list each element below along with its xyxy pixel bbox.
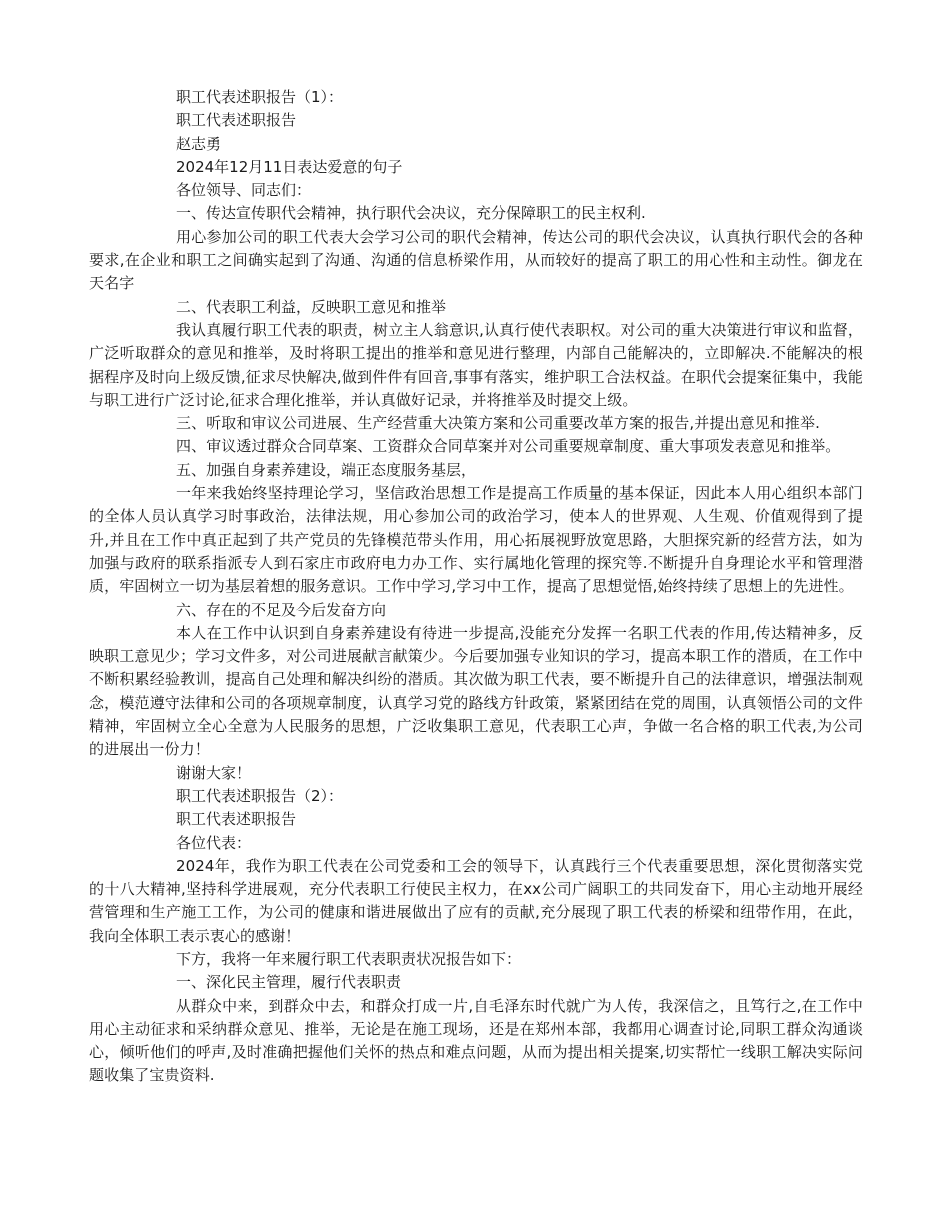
report2-heading: 职工代表述职报告（2）：: [176, 786, 344, 805]
report1-section3: 三、听取和审议公司进展、生产经营重大决策方案和公司重要改革方案的报告,并提出意见和推举.: [176, 414, 820, 433]
report1-title: 职工代表述职报告: [176, 111, 297, 130]
report1-heading: 职工代表述职报告（1）：: [176, 88, 344, 106]
report1-section6-title: 六、存在的不足及今后发奋方向: [176, 600, 387, 619]
report1-section1-body: 用心参加公司的职工代表大会学习公司的职代会精神，传达公司的职代会决议，认真执行职代会的各种要求,在企业和职工之间确实起到了沟通、沟通的信息桥梁作用，从而较好的提高了职工的用心性和主动性。御龙在天名字: [89, 227, 863, 293]
report1-section1-title: 一、传达宣传职代会精神，执行职代会决议，充分保障职工的民主权利.: [176, 204, 646, 223]
report1-thanks: 谢谢大家！: [176, 763, 252, 782]
report2-salutation: 各位代表：: [176, 833, 252, 852]
report1-salutation: 各位领导、同志们：: [176, 181, 312, 200]
report1-section5-title: 五、加强自身素养建设，端正态度服务基层，: [176, 460, 477, 479]
report1-date-line: 2024年12月11日表达爱意的句子: [176, 157, 403, 176]
report1-section4: 四、审议透过群众合同草案、工资群众合同草案并对公司重要规章制度、重大事项发表意见和推举。: [176, 437, 841, 456]
report1-section6-body: 本人在工作中认识到自身素养建设有待进一步提高,没能充分发挥一名职工代表的作用,传达精神多，反映职工意见少；学习文件多，对公司进展献言献策少。今后要加强专业知识的学习，提高本职工作的潜质，在工作中不断积累经验教训，提高自己处理和解决纠纷的潜质。其次做为职工代表，要不断提升自己的法律意识，增强法制观念，模范遵守法律和公司的各项规章制度，认真学习党的路线方针政策，紧紧团结在党的周围，认真领悟公司的文件精神，牢固树立全心全意为人民服务的思想，广泛收集职工意见，代表职工心声，争做一名合格的职工代表,为公司的进展出一份力！: [89, 623, 863, 759]
report1-section5-body: 一年来我始终坚持理论学习，坚信政治思想工作是提高工作质量的基本保证，因此本人用心组织本部门的全体人员认真学习时事政治，法律法规，用心参加公司的政治学习，使本人的世界观、人生观、价值观得到了提升,并且在工作中真正起到了共产党员的先锋模范带头作用，用心拓展视野放宽思路，大胆探究新的经营方法，如为加强与政府的联系指派专人到石家庄市政府电力办工作、实行属地化管理的探究等.不断提升自身理论水平和管理潜质，牢固树立一切为基层着想的服务意识。工作中学习,学习中工作，提高了思想觉悟,始终持续了思想上的先进性。: [89, 484, 863, 596]
report2-section1-title: 一、深化民主管理，履行代表职责: [176, 973, 402, 992]
document-page: [89, 86, 863, 1088]
report2-title: 职工代表述职报告: [176, 810, 297, 829]
report1-section2-title: 二、代表职工利益，反映职工意见和推举: [176, 297, 447, 316]
report1-author: 赵志勇: [176, 134, 222, 153]
report1-section2-body: 我认真履行职工代表的职责，树立主人翁意识,认真行使代表职权。对公司的重大决策进行审议和监督，广泛听取群众的意见和推举，及时将职工提出的推举和意见进行整理，内部自己能解决的，立即解决.不能解决的根据程序及时向上级反馈,征求尽快解决,做到件件有回音,事事有落实，维护职工合法权益。在职代会提案征集中，我能与职工进行广泛讨论,征求合理化推举，并认真做好记录，并将推举及时提交上级。: [89, 320, 863, 409]
report2-section1-body: 从群众中来，到群众中去，和群众打成一片,自毛泽东时代就广为人传，我深信之，且笃行之,在工作中用心主动征求和采纳群众意见、推举，无论是在施工现场，还是在郑州本部，我都用心调查讨论,同职工群众沟通谈心，倾听他们的呼声,及时准确把握他们关怀的热点和难点问题，从而为提出相关提案,切实帮忙一线职工解决实际问题收集了宝贵资料.: [89, 996, 863, 1085]
report2-intro: 2024年，我作为职工代表在公司党委和工会的领导下，认真践行三个代表重要思想，深化贯彻落实党的十八大精神,坚持科学进展观，充分代表职工行使民主权力，在xx公司广阔职工的共同发奋下，用心主动地开展经营管理和生产施工工作，为公司的健康和谐进展做出了应有的贡献,充分展现了职工代表的桥梁和纽带作用，在此，我向全体职工表示衷心的感谢！: [89, 856, 863, 945]
report2-transition: 下方，我将一年来履行职工代表职责状况报告如下：: [176, 949, 522, 968]
